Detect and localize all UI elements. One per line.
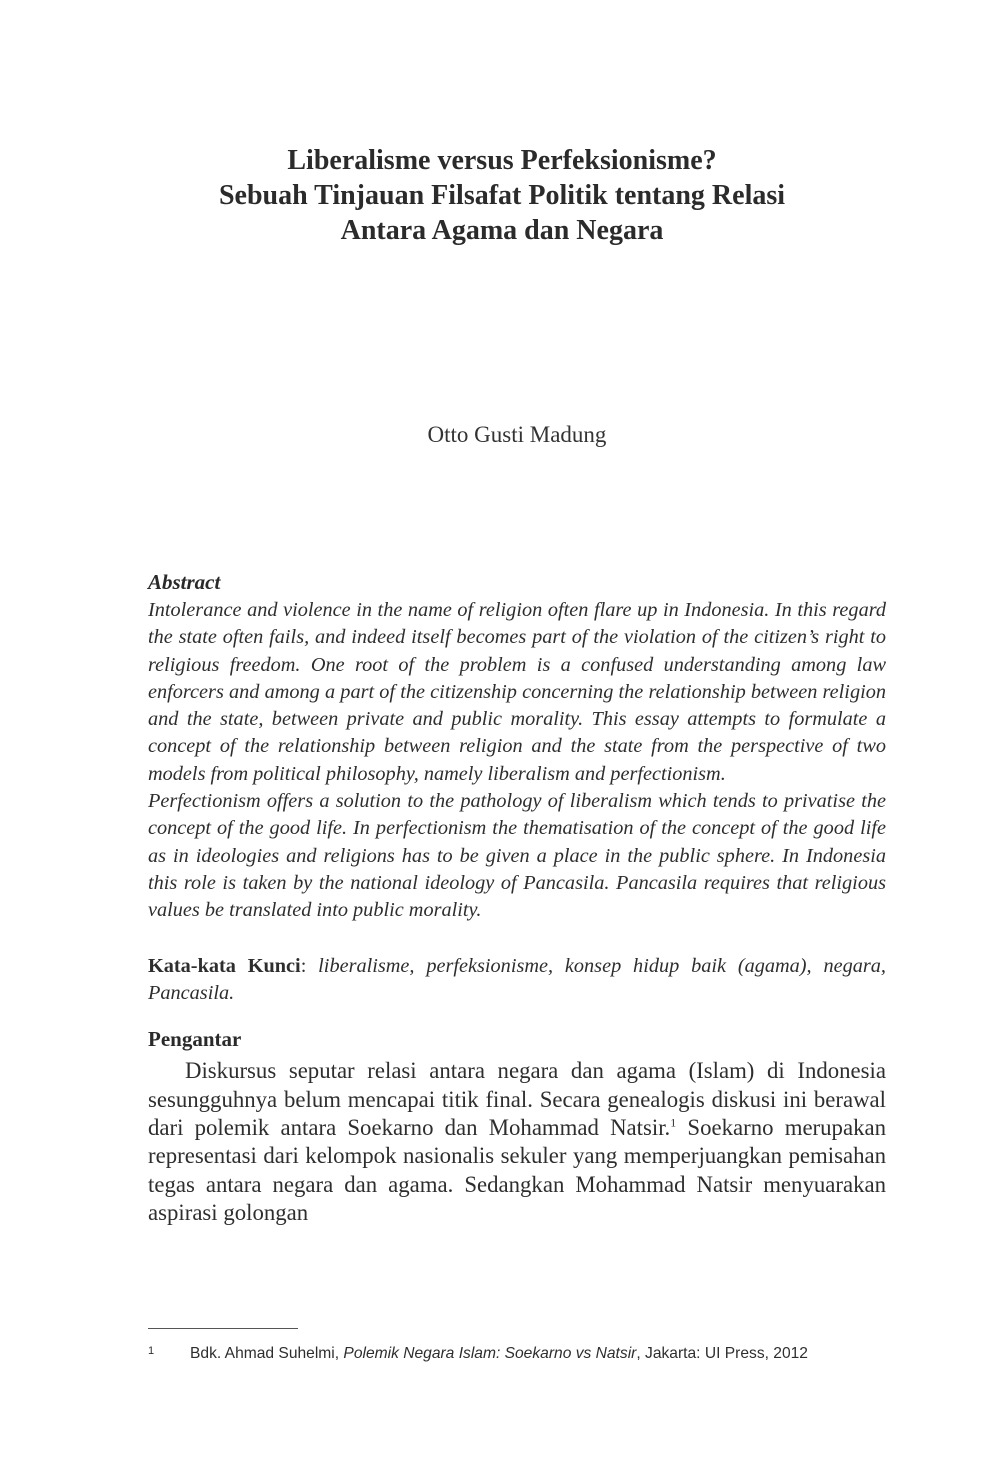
abstract-paragraph-1: Intolerance and violence in the name of religion often flare up in Indonesia. In this regard the state often fails, and indeed itself becomes part of the violation of the citizen’s right to religious freedom. One root of the problem is a confused understanding among law enforcers and among a part of the citizenship concerning the relationship between religion and the state, between private and public morality. This essay attempts to formulate a concept of the relationship between religion and the state from the perspective of two models from political philosophy, namely liberalism and perfectionism.: [148, 599, 886, 785]
body-text-after-ref: Soekarno merupakan representasi dari kelompok nasionalis sekuler yang memperjuangkan pemisahan tegas antara negara dan agama. Sedangkan Mohammad Natsir menyuarakan aspirasi golongan: [148, 1114, 886, 1226]
keywords-values: liberalisme, perfeksionisme, konsep hidup baik (agama), negara, Pancasila.: [148, 954, 886, 1004]
footnote-book-title: Polemik Negara Islam: Soekarno vs Natsir: [343, 1345, 637, 1362]
body-text-before-ref: Diskursus seputar relasi antara negara dan agama (Islam) di Indonesia sesungguhnya belum mencapai titik final. Secara genealogis diskusi ini berawal dari polemik antara Soekarno dan Mohammad Natsir.: [148, 1058, 886, 1140]
abstract-paragraph-2: Perfectionism offers a solution to the pathology of liberalism which tends to privatise the concept of the good life. In perfectionism the thematisation of the concept of the good life as in ideologies and religions has to be given a place in the public sphere. In Indonesia this role is taken by the national ideology of Pancasila. Pancasila requires that religious values be translated into public morality.: [148, 790, 886, 922]
title-line-1: Liberalisme versus Perfeksionisme?: [287, 145, 717, 176]
keywords: [148, 953, 886, 1008]
footnote-prefix: Bdk. Ahmad Suhelmi,: [190, 1345, 344, 1362]
title-line-3: Antara Agama dan Negara: [340, 215, 664, 246]
keywords-separator: :: [300, 954, 319, 977]
footnote-number: 1: [148, 1345, 155, 1357]
paper-title: [0, 143, 1004, 248]
footnote-text: [190, 1344, 808, 1364]
section-heading: Pengantar: [148, 1027, 242, 1052]
body-paragraph: [148, 1057, 886, 1227]
keywords-label: Kata-kata Kunci: [148, 954, 301, 977]
main-content: [148, 567, 886, 1228]
author-name: Otto Gusti Madung: [427, 422, 607, 447]
footnote-divider: [148, 1328, 298, 1329]
abstract-heading: Abstract: [148, 570, 221, 594]
footnote-reference[interactable]: 1: [670, 1115, 677, 1130]
footnote-suffix: , Jakarta: UI Press, 2012: [636, 1345, 808, 1362]
title-line-2: Sebuah Tinjauan Filsafat Politik tentang Relasi: [218, 180, 786, 211]
